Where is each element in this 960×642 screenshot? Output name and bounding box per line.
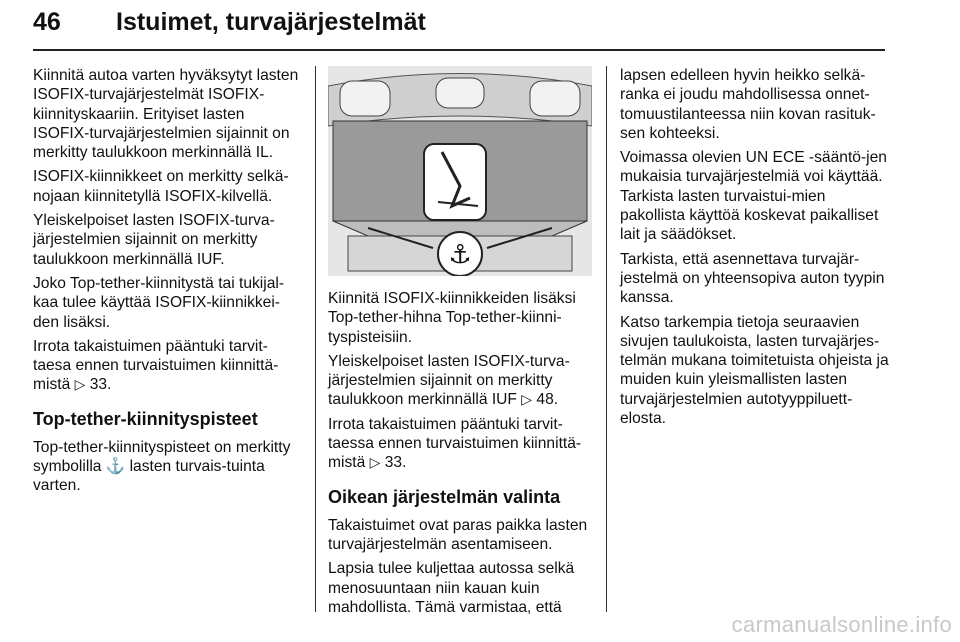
paragraph: Takaistuimet ovat paras paikka lasten turvajärjestelmän asentamiseen.: [328, 516, 588, 553]
paragraph: Voimassa olevien UN ECE -sääntö-jen mukaisia turvajärjestelmiä voi käyttää. Tarkista lasten turvaistui-mien pakollista käyttöä koskevat paikalliset lait ja säädökset.: [620, 149, 887, 244]
paragraph-text: Top-tether-kiinnityspisteet on merkitty symbolilla: [33, 438, 291, 476]
column-3: [620, 66, 890, 433]
paragraph-text: lasten turvais-tuinta varten.: [33, 458, 265, 495]
page-ref-link[interactable]: 48.: [536, 391, 559, 409]
page-title: Istuimet, turvajärjestelmät: [116, 8, 426, 36]
page-header: [33, 4, 885, 48]
section-heading: Oikean järjestelmän valinta: [328, 486, 561, 507]
svg-text:⚓: ⚓: [448, 240, 472, 270]
page-ref-icon: ▷: [521, 391, 533, 408]
rear-seat-illustration: [328, 66, 592, 276]
page-number: 46: [33, 8, 61, 36]
isofix-figure: [328, 66, 592, 276]
paragraph: Katso tarkempia tietoja seuraavien sivujen taulukoista, lasten turvajärjes-telmän mukana toimitetuista ohjeista ja muiden kuin yleismallisten lasten turvajärjestelmien autotyyppiluett-elosta.: [620, 313, 889, 428]
paragraph: Kiinnitä autoa varten hyväksytyt lasten ISOFIX-turvajärjestelmät ISOFIX-kiinnityskaariin. Erityiset lasten ISOFIX-turvajärjestelmien sijainnit on merkitty taulukkoon merkinnällä IL.: [33, 67, 299, 162]
paragraph-text: Irrota takaistuimen pääntuki tarvit-taesa ennen turvaistuimen kiinnittä-mistä: [33, 337, 279, 394]
paragraph: [328, 415, 596, 473]
column-1: [33, 66, 305, 501]
paragraph: lapsen edelleen hyvin heikko selkä-ranka ei joudu mahdollisessa onnet-tomuustilanteessa niin kovan rasituk-sen kohteeksi.: [620, 67, 876, 142]
paragraph: Kiinnitä ISOFIX-kiinnikkeiden lisäksi Top-tether-hihna Top-tether-kiinni-tyspisteisiin.: [328, 290, 576, 346]
paragraph-text: Irrota takaistuimen pääntuki tarvit-taessa ennen turvaistuimen kiinnittä-mistä: [328, 415, 582, 472]
paragraph: ISOFIX-kiinnikkeet on merkitty selkä-nojaan kiinnitetyllä ISOFIX-kilvellä.: [33, 168, 289, 205]
paragraph: Lapsia tulee kuljettaa autossa selkä menosuuntaan niin kauan kuin mahdollista. Tämä varmistaa, että: [328, 560, 575, 616]
column-divider-2: [606, 66, 607, 612]
paragraph: Yleiskelpoiset lasten ISOFIX-turva-järjestelmien sijainnit on merkitty taulukkoon merkinnällä IUF.: [33, 212, 275, 268]
column-divider-1: [315, 66, 316, 612]
column-2: [328, 289, 596, 622]
page-ref-link[interactable]: 33.: [89, 376, 112, 394]
paragraph: [33, 337, 305, 395]
watermark: carmanualsonline.info: [731, 612, 952, 637]
paragraph: [33, 438, 305, 496]
header-rule: [33, 49, 885, 51]
page-ref-link[interactable]: 33.: [384, 454, 407, 472]
page-ref-icon: ▷: [369, 454, 381, 471]
section-heading: Top-tether-kiinnityspisteet: [33, 408, 258, 429]
paragraph: [328, 352, 596, 410]
paragraph-text: Yleiskelpoiset lasten ISOFIX-turva-järjestelmien sijainnit on merkitty taulukkoon merkinnällä IUF: [328, 352, 570, 409]
paragraph: Tarkista, että asennettava turvajär-jestelmä on yhteensopiva auton tyypin kanssa.: [620, 250, 885, 307]
page-ref-icon: ▷: [74, 376, 86, 393]
paragraph: Joko Top-tether-kiinnitystä tai tukijal-kaa tulee käyttää ISOFIX-kiinnikkei-den lisäksi.: [33, 274, 285, 331]
top-tether-symbol-icon: ⚓: [105, 458, 126, 476]
